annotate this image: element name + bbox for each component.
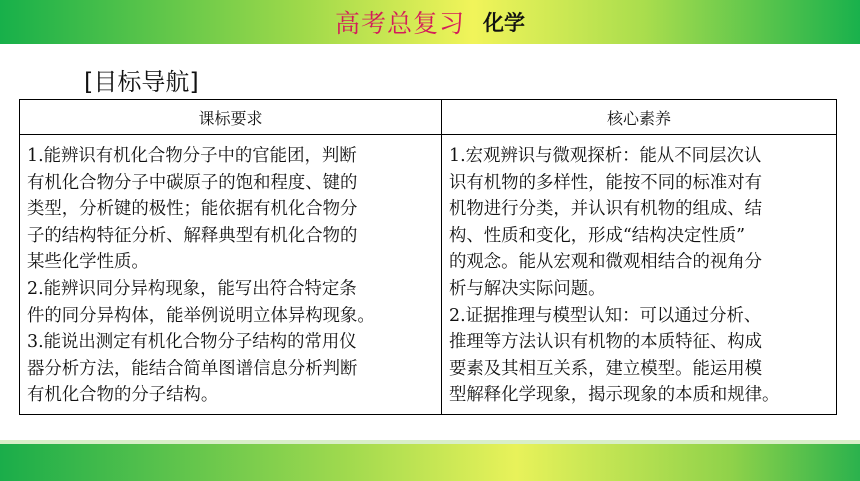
- header-subject: 化学: [483, 11, 525, 35]
- text-line: 类型，分析键的极性；能依据有机化合物分: [27, 199, 358, 220]
- table-header-row: [20, 100, 836, 135]
- text-line: 析与解决实际问题。: [449, 278, 606, 299]
- text-line: 件的同分异构体，能举例说明立体异构现象。: [27, 305, 375, 326]
- text-line: 要素及其相互关系，建立模型。能运用模: [449, 358, 763, 379]
- table-body-row: [20, 135, 836, 415]
- text-line: 的观念。能从宏观和微观相结合的视角分: [449, 252, 763, 273]
- text-line: 3.能说出测定有机化合物分子结构的常用仪: [27, 332, 357, 353]
- text-line: 有机化合物的分子结构。: [27, 385, 219, 406]
- text-line: 机物进行分类，并认识有机物的组成、结: [449, 199, 763, 220]
- text-line: 1.能辨识有机化合物分子中的官能团，判断: [27, 146, 357, 166]
- text-line: 识有机物的多样性，能按不同的标准对有: [449, 172, 763, 193]
- text-line: 某些化学性质。: [27, 252, 149, 273]
- core-literacy-cell: [442, 135, 836, 415]
- section-heading: [目标导航]: [84, 68, 199, 96]
- curriculum-requirements-cell: [20, 135, 442, 415]
- header-title-group: [0, 0, 860, 44]
- text-line: 有机化合物分子中碳原子的饱和程度、键的: [27, 172, 358, 193]
- text-line: 2.能辨识同分异构现象，能写出符合特定条: [27, 278, 357, 299]
- text-line: 构、性质和变化，形成“结构决定性质”: [449, 225, 746, 246]
- text-line: 1.宏观辨识与微观探析：能从不同层次认: [449, 146, 762, 166]
- column-header-curriculum: 课标要求: [20, 100, 442, 134]
- column-header-core-literacy: 核心素养: [606, 108, 671, 128]
- footer-banner: [0, 444, 860, 481]
- text-line: 推理等方法认识有机物的本质特征、构成: [449, 332, 763, 353]
- text-line: 器分析方法，能结合简单图谱信息分析判断: [27, 358, 358, 379]
- header-title: 高考总复习: [334, 9, 465, 38]
- text-line: 子的结构特征分析、解释典型有机化合物的: [27, 225, 358, 246]
- objectives-table: [19, 99, 837, 415]
- text-line: 型解释化学现象，揭示现象的本质和规律。: [449, 385, 780, 406]
- text-line: 2.证据推理与模型认知：可以通过分析、: [449, 305, 762, 326]
